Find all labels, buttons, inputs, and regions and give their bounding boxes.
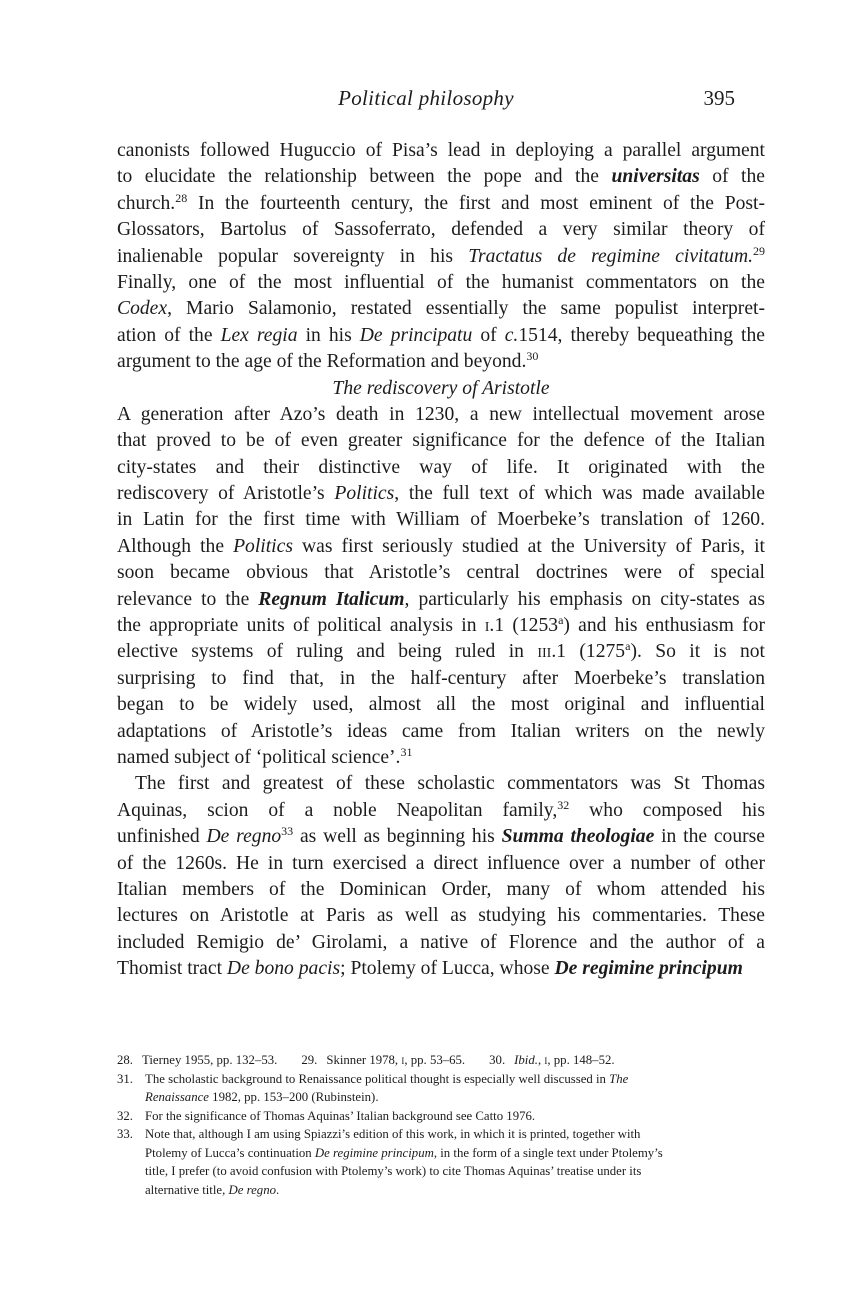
footnote-line: Note that, although I am using Spiazzi’s edition of this work, in which it is printed, together with [145,1127,641,1141]
footnote-line: For the significance of Thomas Aquinas’ Italian background see Catto 1976. [145,1108,536,1123]
text-line: Thomist tract De bono pacis; Ptolemy of Lucca, whose De regimine principum [117,958,743,980]
page-number: 395 [703,86,735,110]
footnote-number: 29. [301,1053,318,1067]
small-caps-text: i [401,1053,405,1067]
footnote: 30. Ibid., i, pp. 148–52. [489,1053,615,1067]
italic-text: The [609,1071,629,1086]
text-line: church.$^{28}$ In the fourteenth century, the first and most eminent of the Post- [117,190,765,214]
text-line: of the 1260s. He in turn exercised a direct influence over a number of other [117,852,765,874]
footnote-ref: 28 [175,190,188,205]
text-line: named subject of ‘political science’.$^{31}$ [117,744,413,768]
footnote-number: 31. [117,1071,133,1086]
italic-text: Politics [233,535,293,557]
text-line: the appropriate units of political analysis in i.1 (1253$^a$) and his enthusiasm for [117,613,765,637]
text-line: lectures on Aristotle at Paris as well as studying his commentaries. These [117,905,765,927]
italic-text: De bono pacis [226,958,341,980]
footnote-line: The scholastic background to Renaissance political thought is especially well discussed in The [145,1071,629,1086]
italic-text: De regno [228,1182,277,1197]
paragraph [117,771,765,982]
text-line: Codex, Mario Salamonio, restated essentially the same populist interpret- [117,298,765,320]
footnote-line: alternative title, De regno. [145,1182,280,1197]
text-line: began to be widely used, almost all the most original and influential [117,694,765,716]
text-line: to elucidate the relationship between the pope and the universitas of the [117,166,765,188]
footnote: 29. Skinner 1978, i, pp. 53–65. [301,1053,466,1067]
italic-text: De principatu [359,324,473,346]
text-line: Italian members of the Dominican Order, many of whom attended his [117,878,765,900]
text-line: relevance to the Regnum Italicum, particularly his emphasis on city-states as [117,588,765,610]
text-line: argument to the age of the Reformation and beyond.$^{30}$ [117,349,539,373]
small-caps-text: i [544,1053,548,1067]
small-caps-text: i [484,615,490,637]
footnote-ref: 33 [281,824,294,839]
small-caps-text: iii [537,641,552,663]
italic-text: De regno [206,826,282,848]
footnote-ref: a [625,639,631,654]
footnote-ref: 30 [526,349,539,364]
text-line: city-states and their distinctive way of life. It originated with the [117,456,765,478]
section-heading: The rediscovery of Aristotle [332,377,550,399]
footnote-line: Renaissance 1982, pp. 153–200 (Rubinstein). [145,1090,379,1104]
text-line: adaptations of Aristotle’s ideas came from Italian writers on the newly [117,720,765,742]
text-line: rediscovery of Aristotle’s Politics, the full text of which was made available [117,483,766,505]
text-line: Glossators, Bartolus of Sassoferrato, defended a very similar theory of [117,219,765,241]
footnote-number: 33. [117,1127,133,1141]
footnote-line: Ptolemy of Lucca’s continuation De regimine principum, in the form of a single text under Ptolemy’s [145,1145,663,1160]
text-line: that proved to be of even greater significance for the defence of the Italian [117,430,765,452]
italic-text: Codex [117,298,168,320]
footnote-ref: 31 [400,744,413,759]
footnote [117,1070,765,1107]
italic-text: Lex regia [220,324,298,346]
text-line: included Remigio de’ Girolami, a native of Florence and the author of a [117,931,765,953]
footnote-number: 32. [117,1108,133,1123]
text-line: The first and greatest of these scholastic commentators was St Thomas [135,773,765,795]
footnote-ref: 29 [753,243,765,258]
footnotes [117,1051,765,1199]
text-line: surprising to find that, in the half-century after Moerbeke’s translation [117,667,765,689]
text-line: Finally, one of the most influential of the humanist commentators on the [117,271,765,293]
running-title: Political philosophy [338,86,514,110]
footnote-number: 30. [489,1053,506,1067]
paragraph [117,402,765,771]
footnote-row [117,1051,765,1070]
footnote-list [117,1070,765,1200]
text-line: canonists followed Huguccio of Pisa’s lead in deploying a parallel argument [117,140,765,161]
italic-text: Ibid. [514,1053,538,1067]
text-line: soon became obvious that Aristotle’s central doctrines were of special [117,562,765,584]
text-line: ation of the Lex regia in his De principatu of c.1514, thereby bequeathing the [117,324,765,346]
italic-text: c. [504,324,519,346]
text-line: inalienable popular sovereignty in his Tractatus de regimine civitatum.$^{29}$ [117,243,765,267]
italic-text: Politics [334,483,395,505]
footnote-ref: a [558,613,564,628]
text-line: Aquinas, scion of a noble Neapolitan family,$^{32}$ who composed his [117,797,765,821]
text-line: in Latin for the first time with William of Moerbeke’s translation of 1260. [117,509,765,531]
bold-italic-text: universitas [611,166,700,188]
bold-italic-text: Summa theologiae [501,826,655,848]
body-text [117,138,765,983]
running-header [117,86,735,116]
footnote-line: title, I prefer (to avoid confusion with Ptolemy’s work) to cite Thomas Aquinas’ treatise under its [145,1164,642,1178]
italic-text: Tractatus de regimine civitatum. [468,245,753,267]
italic-text: Renaissance [145,1090,209,1104]
footnote-number: 28. [117,1053,133,1067]
text-line: A generation after Azo’s death in 1230, a new intellectual movement arose [117,403,765,425]
text-line: Although the Politics was first seriously studied at the University of Paris, it [117,535,765,557]
bold-italic-text: De regimine principum [554,958,743,980]
italic-text: De regimine principum [314,1145,434,1160]
bold-italic-text: Regnum Italicum [258,588,405,610]
footnote: 28. Tierney 1955, pp. 132–53. [117,1053,278,1067]
footnote-ref: 32 [557,797,570,812]
text-line: elective systems of ruling and being ruled in iii.1 (1275$^a$). So it is not [117,639,765,663]
paragraph [117,138,765,376]
footnote [117,1107,765,1126]
text-line: unfinished De regno$^{33}$ as well as beginning his Summa theologiae in the course [117,824,766,848]
footnote [117,1125,765,1199]
